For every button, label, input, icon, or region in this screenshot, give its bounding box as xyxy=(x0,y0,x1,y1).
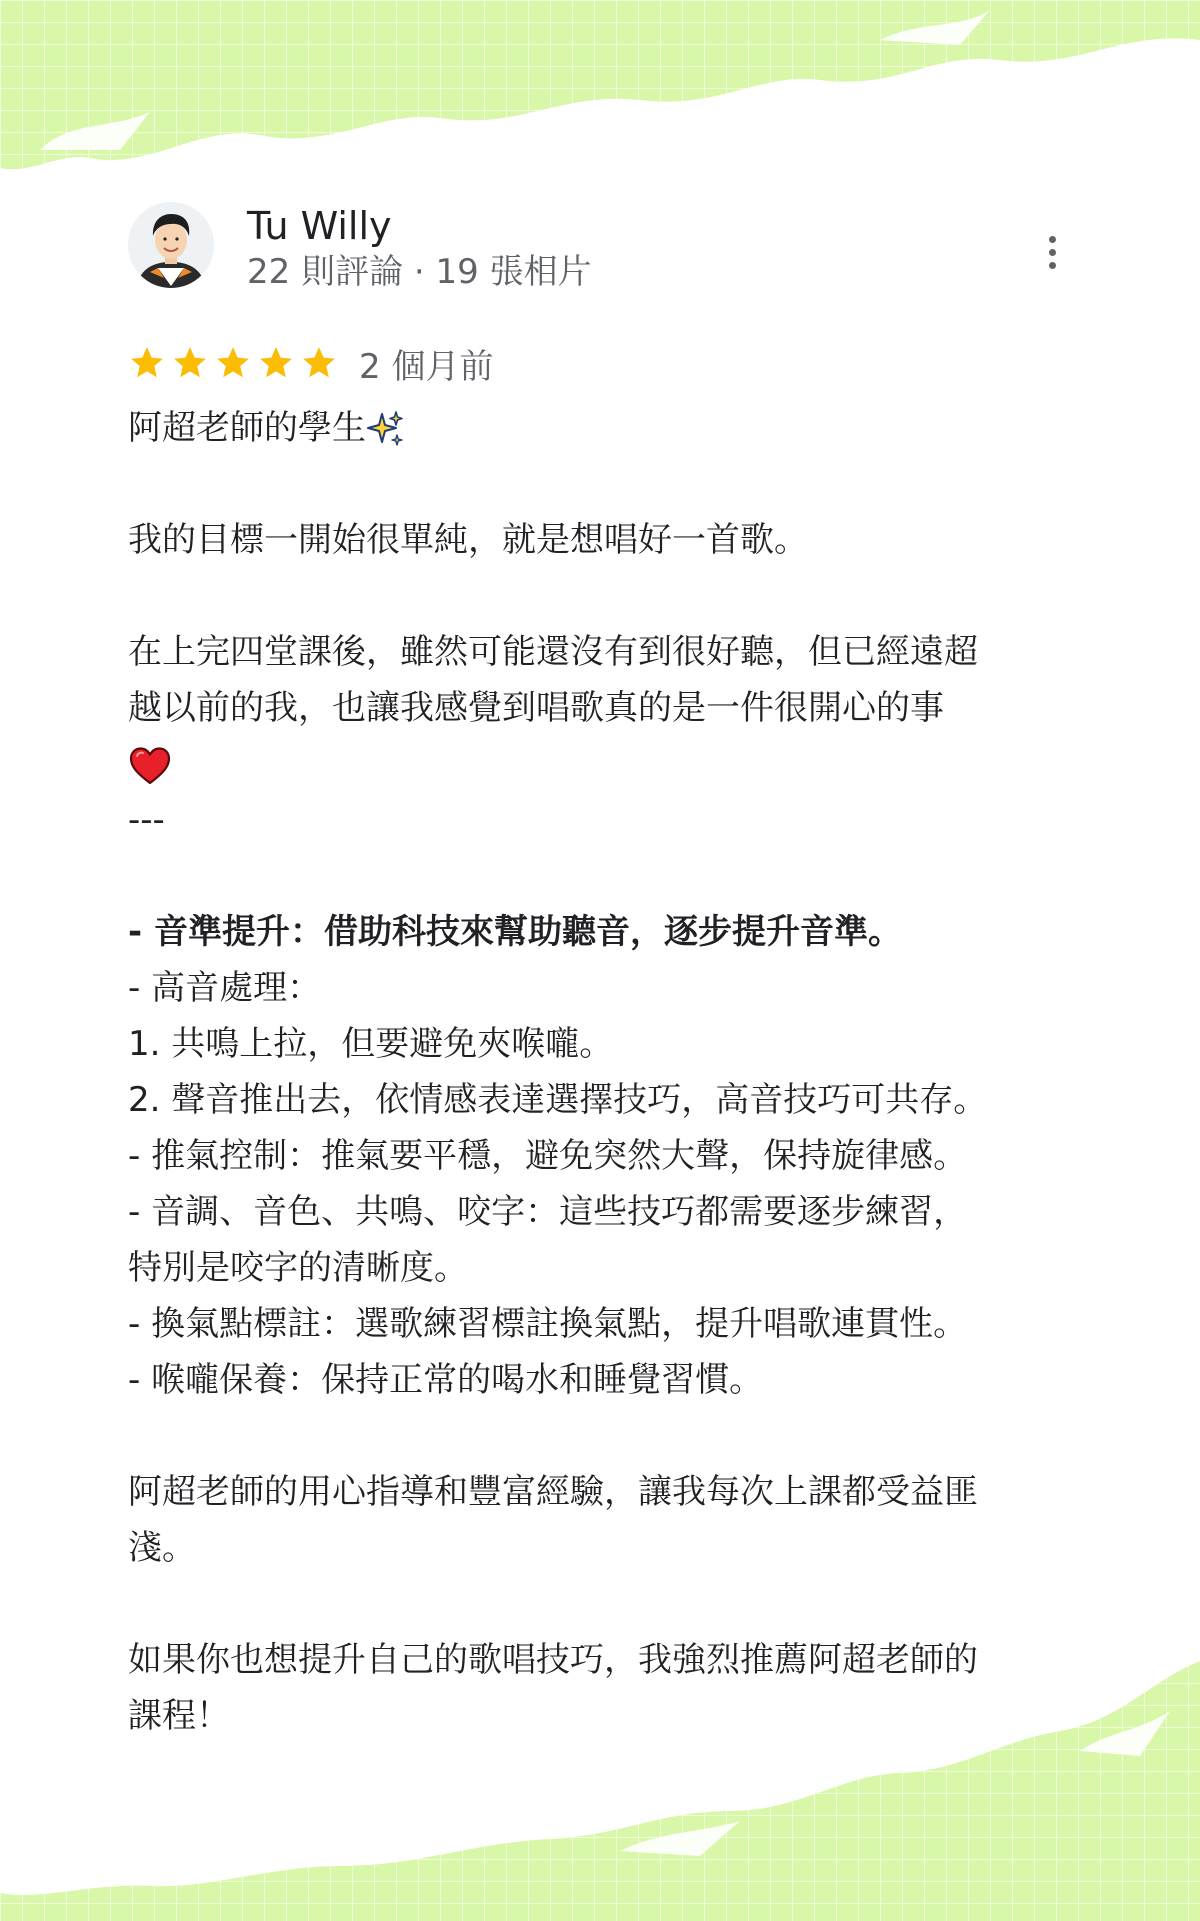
list-item: - 高音處理： xyxy=(128,968,322,1008)
list-item: 1. 共鳴上拉，但要避免夾喉嚨。 xyxy=(128,1024,614,1064)
review-title-line xyxy=(128,400,1088,456)
paragraph-3-line-2: 淺。 xyxy=(128,1528,196,1568)
star-icon xyxy=(171,344,209,382)
more-vert-icon xyxy=(1049,236,1056,243)
spacer xyxy=(128,1408,1088,1464)
paragraph-2-line-2: 越以前的我，也讓我感覺到唱歌真的是一件很開心的事 xyxy=(128,688,944,728)
review-time: 2 個月前 xyxy=(359,346,494,387)
list-item: 2. 聲音推出去，依情感表達選擇技巧，高音技巧可共存。 xyxy=(128,1080,988,1120)
more-options-button[interactable] xyxy=(1030,226,1074,278)
sparkles-icon xyxy=(366,410,406,450)
spacer xyxy=(128,568,1088,624)
spacer xyxy=(128,456,1088,512)
bold-heading: - 音準提升：借助科技來幫助聽音，逐步提升音準。 xyxy=(128,912,902,952)
spacer xyxy=(128,848,1088,904)
rating-row xyxy=(128,338,493,388)
red-heart-icon xyxy=(128,746,172,786)
review-body xyxy=(128,400,1088,1744)
author-meta: 22 則評論 · 19 張相片 xyxy=(247,252,592,292)
star-icon xyxy=(128,344,166,382)
star-icon xyxy=(257,344,295,382)
list-item-continuation: 特別是咬字的清晰度。 xyxy=(128,1248,468,1288)
heart-line xyxy=(128,736,1088,792)
paragraph-2-line-1: 在上完四堂課後，雖然可能還沒有到很好聽，但已經遠超 xyxy=(128,632,978,672)
more-vert-icon-dot xyxy=(1049,249,1056,256)
list-item: - 音調、音色、共鳴、咬字：這些技巧都需要逐步練習， xyxy=(128,1192,968,1232)
divider-text: --- xyxy=(128,800,165,840)
spacer xyxy=(128,1576,1088,1632)
list-item: - 喉嚨保養：保持正常的喝水和睡覺習慣。 xyxy=(128,1360,764,1400)
paragraph-1: 我的目標一開始很單純，就是想唱好一首歌。 xyxy=(128,520,808,560)
paragraph-4-line-1: 如果你也想提升自己的歌唱技巧，我強烈推薦阿超老師的 xyxy=(128,1640,978,1680)
paragraph-4-line-2: 課程！ xyxy=(128,1696,230,1736)
star-icon xyxy=(300,344,338,382)
avatar-photo xyxy=(128,202,214,288)
more-vert-icon-dot xyxy=(1049,262,1056,269)
review-title: 阿超老師的學生 xyxy=(128,408,366,448)
avatar[interactable] xyxy=(128,202,214,288)
list-item: - 換氣點標註：選歌練習標註換氣點，提升唱歌連貫性。 xyxy=(128,1304,968,1344)
paragraph-3-line-1: 阿超老師的用心指導和豐富經驗，讓我每次上課都受益匪 xyxy=(128,1472,978,1512)
list-item: - 推氣控制：推氣要平穩，避免突然大聲，保持旋律感。 xyxy=(128,1136,968,1176)
author-name[interactable]: Tu Willy xyxy=(247,204,392,248)
star-icon xyxy=(214,344,252,382)
